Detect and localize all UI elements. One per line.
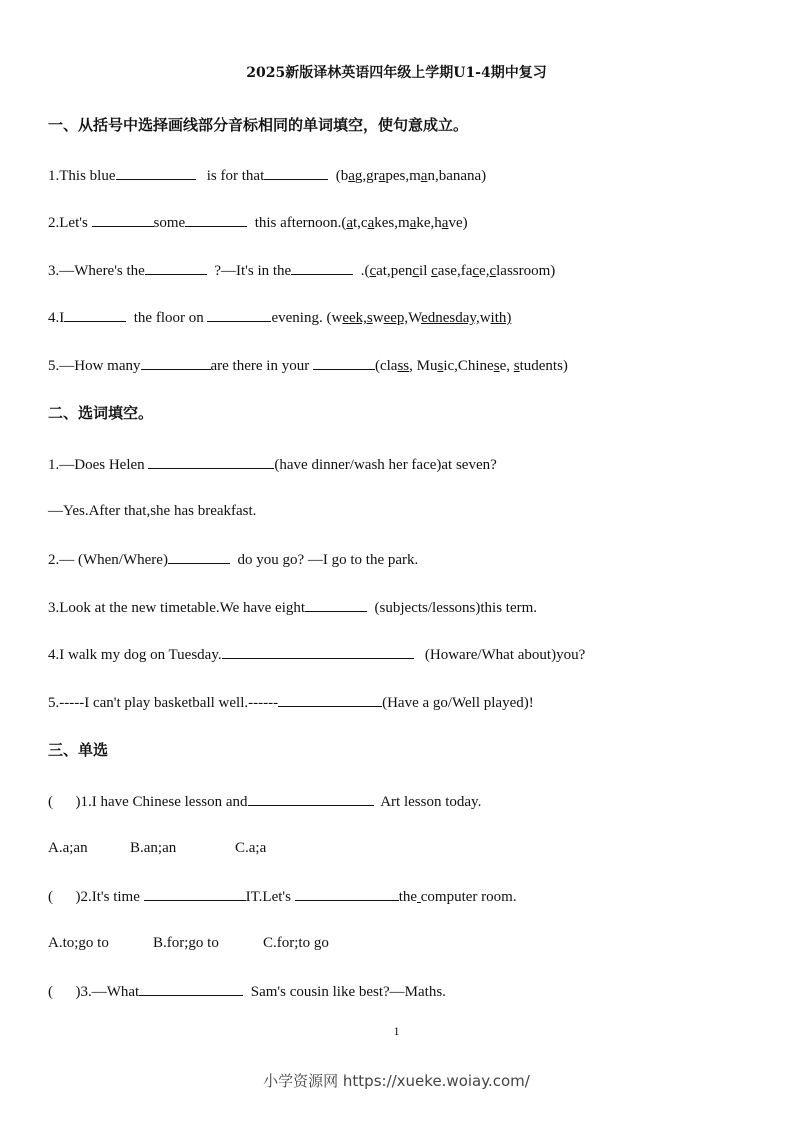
s3-question-2: ( )2.It's time IT.Let's the computer room. (48, 886, 517, 906)
answer-blank[interactable] (145, 260, 207, 275)
answer-blank[interactable] (92, 212, 154, 227)
answer-blank[interactable] (148, 454, 274, 469)
page-title: 2025新版译林英语四年级上学期U1-4期中复习 (246, 65, 547, 81)
answer-blank[interactable] (144, 886, 246, 901)
s3-question-1-options (48, 839, 266, 857)
s2-question-2: 2.— (When/Where) do you go? —I go to the park. (48, 549, 418, 569)
s1-question-4: 4.I the floor on evening. (week,sweep,Wednesday,with) (48, 307, 511, 327)
answer-blank[interactable] (185, 212, 247, 227)
answer-blank[interactable] (295, 886, 399, 901)
answer-blank[interactable] (248, 791, 374, 806)
s2-question-1: 1.—Does Helen (have dinner/wash her face)at seven? (48, 454, 497, 474)
option-a[interactable]: A.to;go to (48, 935, 109, 951)
section-2-heading: 二、选词填空。 (48, 404, 154, 422)
answer-blank[interactable] (278, 692, 382, 707)
answer-blank[interactable] (116, 165, 196, 180)
option-c[interactable]: C.for;to go (263, 935, 329, 951)
answer-blank[interactable] (139, 981, 243, 996)
answer-blank[interactable] (291, 260, 353, 275)
answer-blank[interactable] (222, 644, 414, 659)
s1-question-2: 2.Let's some this afternoon.(at,cakes,make,have) (48, 212, 468, 232)
s2-question-1-answer: —Yes.After that,she has breakfast. (48, 503, 257, 519)
s3-question-1: ( )1.I have Chinese lesson and Art lesson today. (48, 791, 481, 811)
s1-question-1: 1.This blue is for that (bag,grapes,man,banana) (48, 165, 486, 185)
answer-blank[interactable] (305, 597, 367, 612)
option-b[interactable]: B.an;an (130, 840, 177, 856)
page-number: 1 (393, 1024, 400, 1038)
answer-blank[interactable] (64, 307, 126, 322)
option-b[interactable]: B.for;go to (153, 935, 219, 951)
option-a[interactable]: A.a;an (48, 840, 88, 856)
s3-question-2-options (48, 934, 329, 952)
option-c[interactable]: C.a;a (235, 840, 267, 856)
answer-blank[interactable] (168, 549, 230, 564)
s1-question-5: 5.—How many are there in your (class, Music,Chinese, students) (48, 355, 568, 375)
s1-question-3: 3.—Where's the ?—It's in the .(cat,pencil case,face,classroom) (48, 260, 555, 280)
footer-watermark: 小学资源网 https://xueke.woiay.com/ (263, 1072, 530, 1090)
s3-question-3: ( )3.—What Sam's cousin like best?—Maths. (48, 981, 446, 1001)
section-3-heading: 三、单选 (48, 741, 109, 759)
answer-blank[interactable] (141, 355, 211, 370)
s2-question-5: 5.-----I can't play basketball well.------ (Have a go/Well played)! (48, 692, 534, 712)
answer-blank[interactable] (207, 307, 271, 322)
answer-blank[interactable] (313, 355, 375, 370)
s2-question-4: 4.I walk my dog on Tuesday. (Howare/What about)you? (48, 644, 585, 664)
s2-question-3: 3.Look at the new timetable.We have eight (subjects/lessons)this term. (48, 597, 537, 617)
answer-blank[interactable] (264, 165, 328, 180)
section-1-heading: 一、从括号中选择画线部分音标相同的单词填空，使句意成立。 (48, 116, 469, 134)
